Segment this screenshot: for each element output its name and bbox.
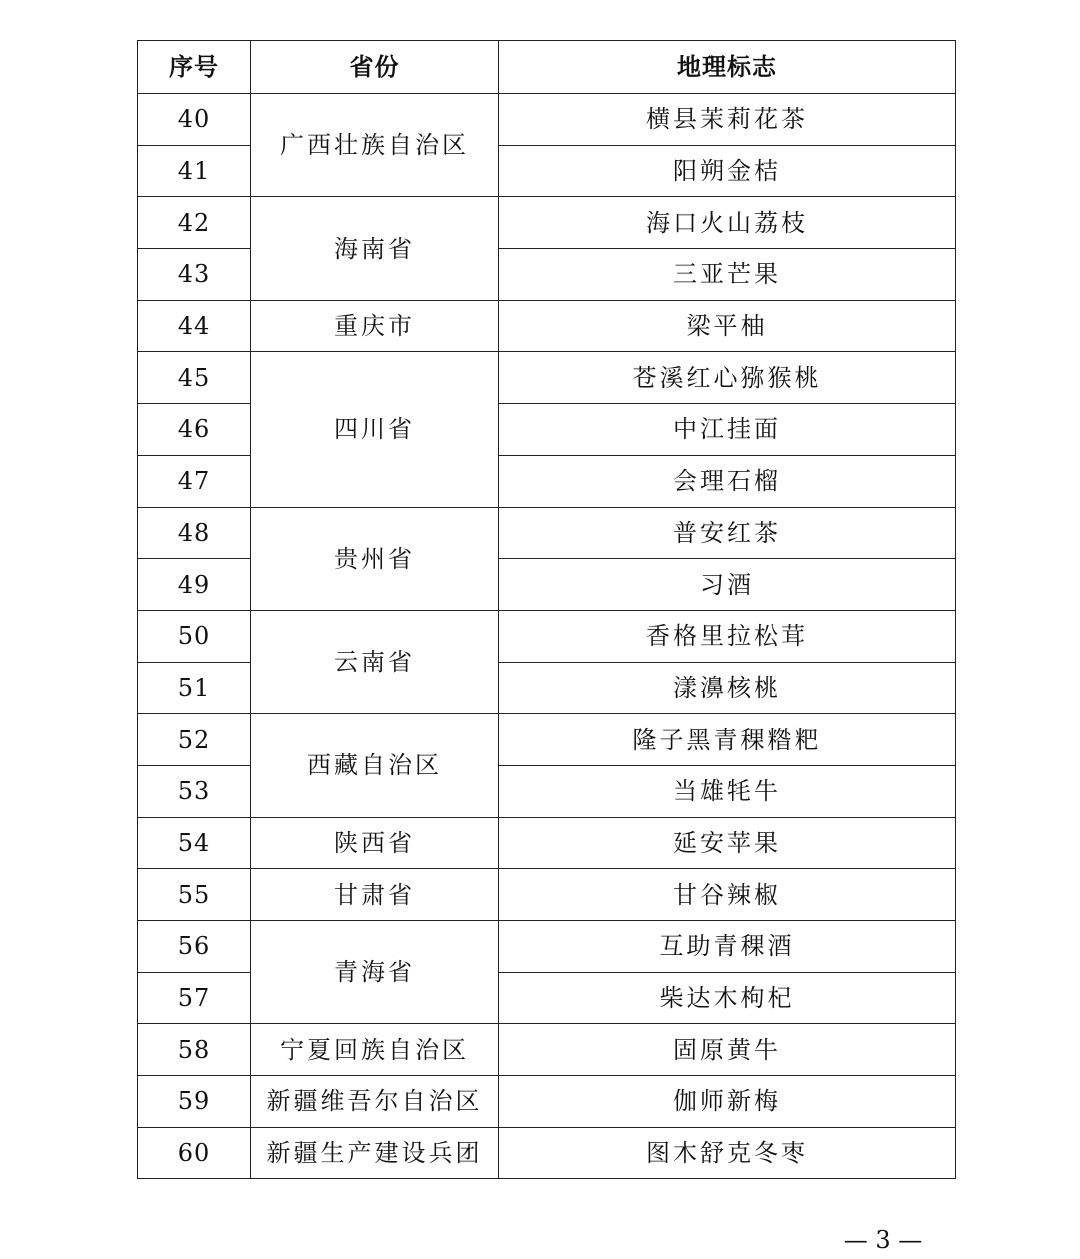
serial-number-cell: 47 — [138, 455, 251, 507]
serial-number-cell: 53 — [138, 765, 251, 817]
serial-number-cell: 48 — [138, 507, 251, 559]
indication-cell: 当雄牦牛 — [499, 765, 956, 817]
table-row — [138, 817, 956, 869]
indication-cell: 甘谷辣椒 — [499, 869, 956, 921]
indication-cell: 中江挂面 — [499, 404, 956, 456]
indication-cell: 图木舒克冬枣 — [499, 1127, 956, 1179]
table-row — [138, 869, 956, 921]
indication-cell: 三亚芒果 — [499, 249, 956, 301]
serial-number-cell: 52 — [138, 714, 251, 766]
indication-cell: 伽师新梅 — [499, 1076, 956, 1128]
province-cell: 新疆生产建设兵团 — [251, 1127, 499, 1179]
serial-number-cell: 49 — [138, 559, 251, 611]
indication-cell: 海口火山荔枝 — [499, 197, 956, 249]
table-row — [138, 507, 956, 559]
indication-cell: 香格里拉松茸 — [499, 610, 956, 662]
serial-number-cell: 46 — [138, 404, 251, 456]
province-cell: 海南省 — [251, 197, 499, 300]
table-row — [138, 610, 956, 662]
table-row — [138, 300, 956, 352]
geographic-indication-table — [137, 40, 956, 1179]
serial-number-cell: 41 — [138, 145, 251, 197]
table-row — [138, 1024, 956, 1076]
indication-cell: 隆子黑青稞糌粑 — [499, 714, 956, 766]
header-serial-number: 序号 — [138, 41, 251, 94]
province-cell: 广西壮族自治区 — [251, 94, 499, 197]
table-row — [138, 197, 956, 249]
serial-number-cell: 43 — [138, 249, 251, 301]
serial-number-cell: 57 — [138, 972, 251, 1024]
indication-cell: 习酒 — [499, 559, 956, 611]
indication-cell: 横县茉莉花茶 — [499, 94, 956, 146]
province-cell: 新疆维吾尔自治区 — [251, 1076, 499, 1128]
province-cell: 西藏自治区 — [251, 714, 499, 817]
table-body — [138, 94, 956, 1179]
province-cell: 陕西省 — [251, 817, 499, 869]
serial-number-cell: 54 — [138, 817, 251, 869]
table-header-row — [138, 41, 956, 94]
table-row — [138, 921, 956, 973]
serial-number-cell: 45 — [138, 352, 251, 404]
page-number: — 3 — — [843, 1226, 923, 1254]
serial-number-cell: 44 — [138, 300, 251, 352]
province-cell: 云南省 — [251, 610, 499, 713]
serial-number-cell: 40 — [138, 94, 251, 146]
table-row — [138, 714, 956, 766]
table-row — [138, 352, 956, 404]
serial-number-cell: 59 — [138, 1076, 251, 1128]
header-province: 省份 — [251, 41, 499, 94]
indication-cell: 互助青稞酒 — [499, 921, 956, 973]
province-cell: 青海省 — [251, 921, 499, 1024]
serial-number-cell: 51 — [138, 662, 251, 714]
serial-number-cell: 60 — [138, 1127, 251, 1179]
indication-cell: 会理石榴 — [499, 455, 956, 507]
province-cell: 贵州省 — [251, 507, 499, 610]
indication-cell: 固原黄牛 — [499, 1024, 956, 1076]
table-row — [138, 94, 956, 146]
serial-number-cell: 58 — [138, 1024, 251, 1076]
indication-cell: 漾濞核桃 — [499, 662, 956, 714]
province-cell: 四川省 — [251, 352, 499, 507]
serial-number-cell: 55 — [138, 869, 251, 921]
table-row — [138, 1076, 956, 1128]
indication-cell: 延安苹果 — [499, 817, 956, 869]
province-cell: 重庆市 — [251, 300, 499, 352]
province-cell: 甘肃省 — [251, 869, 499, 921]
indication-cell: 梁平柚 — [499, 300, 956, 352]
indication-cell: 柴达木枸杞 — [499, 972, 956, 1024]
serial-number-cell: 50 — [138, 610, 251, 662]
header-geographic-indication: 地理标志 — [499, 41, 956, 94]
serial-number-cell: 56 — [138, 921, 251, 973]
table-row — [138, 1127, 956, 1179]
indication-cell: 苍溪红心猕猴桃 — [499, 352, 956, 404]
indication-cell: 普安红茶 — [499, 507, 956, 559]
indication-cell: 阳朔金桔 — [499, 145, 956, 197]
serial-number-cell: 42 — [138, 197, 251, 249]
province-cell: 宁夏回族自治区 — [251, 1024, 499, 1076]
